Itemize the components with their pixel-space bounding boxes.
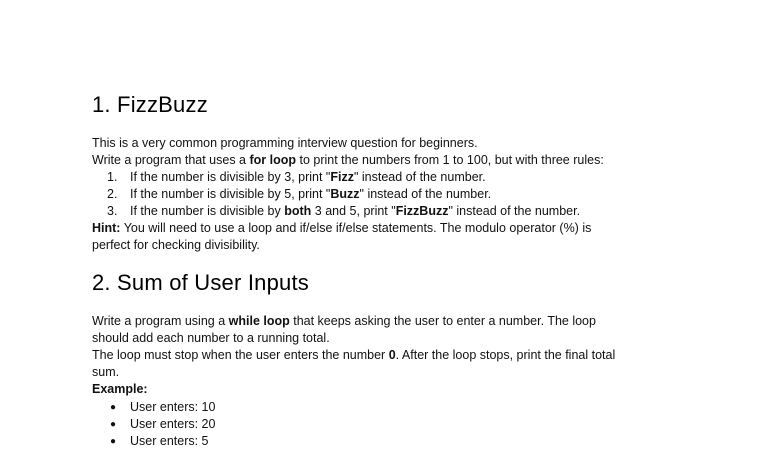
p2-text-line2: sum. (92, 365, 120, 379)
rule-text: " instead of the number. (353, 170, 486, 184)
rule-bold: Buzz (330, 187, 360, 201)
p1-text-suffix: that keeps asking the user to enter a number. The loop (289, 314, 596, 328)
list-number: 2. (107, 187, 118, 201)
list-item-example: User enters: 10 (130, 400, 216, 414)
list-item-rule-3 (130, 203, 580, 220)
list-item-rule-2 (130, 186, 491, 203)
task-text-prefix: Write a program that uses a (92, 153, 250, 167)
rule-text: If the number is divisible by (130, 204, 285, 218)
rule-bold: Fizz (330, 170, 354, 184)
rule-text: If the number is divisible by 5, print " (130, 187, 331, 201)
paragraph-hint (92, 220, 591, 237)
bullet-icon: ● (110, 436, 117, 447)
hint-text-line2: perfect for checking divisibility. (92, 238, 260, 252)
bullet-icon: ● (110, 402, 117, 413)
rule-text: " instead of the number. (448, 204, 581, 218)
task-text-bold: for loop (249, 153, 296, 167)
paragraph-while-loop (92, 313, 596, 330)
task-text-suffix: to print the numbers from 1 to 100, but with three rules: (296, 153, 604, 167)
paragraph-stop-condition-continued (92, 364, 119, 381)
rule-bold: FizzBuzz (395, 204, 449, 218)
bullet-icon: ● (110, 419, 117, 430)
rule-text: 3 and 5, print " (311, 204, 396, 218)
rule-bold: both (284, 204, 312, 218)
rule-text: " instead of the number. (359, 187, 492, 201)
paragraph-intro (92, 135, 478, 152)
rule-text: If the number is divisible by 3, print " (130, 170, 331, 184)
hint-label: Hint: (92, 221, 121, 235)
p2-text-suffix: . After the loop stops, print the final total (395, 348, 616, 362)
paragraph-while-loop-continued (92, 330, 330, 347)
section-heading-sum-of-user-inputs: 2. Sum of User Inputs (92, 270, 309, 295)
p2-text-bold: 0 (388, 348, 396, 362)
list-item-rule-1 (130, 169, 486, 186)
p1-text-bold: while loop (228, 314, 290, 328)
paragraph-hint-continued (92, 237, 260, 254)
list-number: 1. (107, 170, 118, 184)
hint-text-line1: You will need to use a loop and if/else if/else statements. The modulo operator (%) is (120, 221, 592, 235)
example-label-text: Example: (92, 382, 148, 396)
p1-text-line2: should add each number to a running total. (92, 331, 330, 345)
p1-text-prefix: Write a program using a (92, 314, 229, 328)
paragraph-task (92, 152, 604, 169)
list-number: 3. (107, 204, 118, 218)
section-heading-fizzbuzz: 1. FizzBuzz (92, 92, 208, 117)
intro-text: This is a very common programming interview question for beginners. (92, 136, 478, 150)
list-item-example: User enters: 20 (130, 417, 216, 431)
example-label (92, 381, 148, 398)
paragraph-stop-condition (92, 347, 615, 364)
p2-text-prefix: The loop must stop when the user enters the number (92, 348, 389, 362)
list-item-example: User enters: 5 (130, 434, 209, 448)
